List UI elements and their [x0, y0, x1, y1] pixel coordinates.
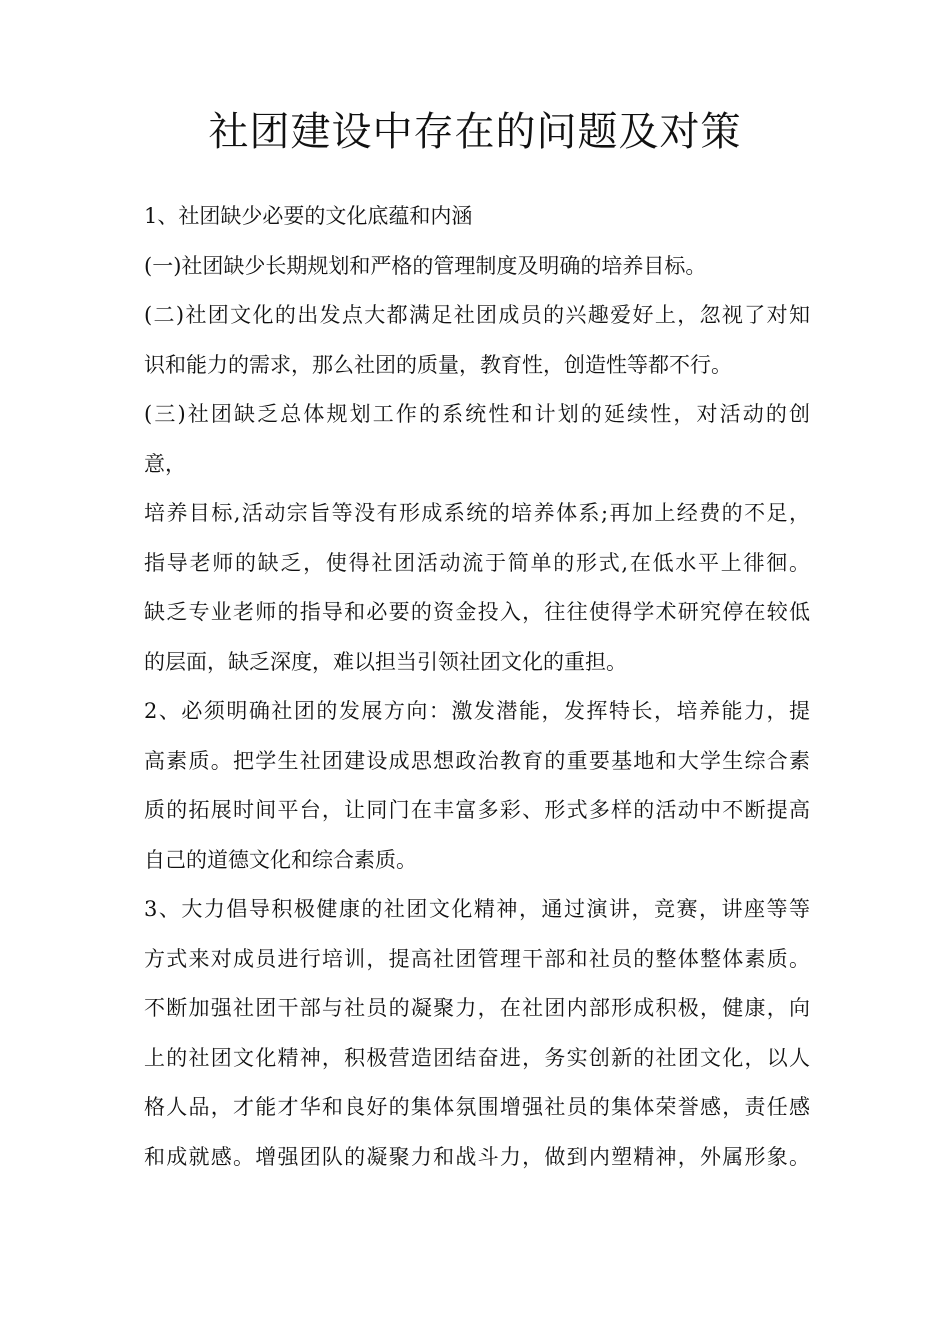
body-line: 高素质。把学生社团建设成思想政治教育的重要基地和大学生综合素 [144, 748, 810, 773]
body-line: 2、必须明确社团的发展方向：激发潜能，发挥特长，培养能力，提 [144, 699, 810, 723]
body-line: 格人品，才能才华和良好的集体氛围增强社员的集体荣誉感，责任感 [144, 1095, 810, 1119]
body-line: 质的拓展时间平台，让同门在丰富多彩、形式多样的活动中不断提高 [144, 798, 810, 822]
body-line: 上的社团文化精神，积极营造团结奋进，务实创新的社团文化，以人 [144, 1045, 810, 1070]
body-line: 不断加强社团干部与社员的凝聚力，在社团内部形成积极，健康，向 [144, 996, 810, 1020]
document-body [144, 192, 810, 1182]
body-line: 培养目标,活动宗旨等没有形成系统的培养体系;再加上经费的不足， [144, 501, 810, 525]
body-line: 指导老师的缺乏，使得社团活动流于简单的形式,在低水平上徘徊。 [144, 550, 810, 575]
body-line: 识和能力的需求，那么社团的质量，教育性，创造性等都不行。 [144, 352, 732, 377]
body-line: 意， [144, 451, 186, 476]
body-line: 缺乏专业老师的指导和必要的资金投入，往往使得学术研究停在较低 [144, 600, 810, 624]
body-line: (二)社团文化的出发点大都满足社团成员的兴趣爱好上，忽视了对知 [144, 303, 810, 327]
body-line: (一)社团缺少长期规划和严格的管理制度及明确的培养目标。 [144, 253, 707, 278]
body-line: 3、大力倡导积极健康的社团文化精神，通过演讲，竞赛，讲座等等 [144, 897, 810, 921]
body-line: 方式来对成员进行培训，提高社团管理干部和社员的整体整体素质。 [144, 946, 810, 971]
body-line: (三)社团缺乏总体规划工作的系统性和计划的延续性，对活动的创 [144, 402, 810, 426]
body-line: 1、社团缺少必要的文化底蕴和内涵 [144, 204, 473, 228]
body-line: 和成就感。增强团队的凝聚力和战斗力，做到内塑精神，外属形象。 [144, 1144, 810, 1169]
body-line: 的层面，缺乏深度，难以担当引领社团文化的重担。 [144, 649, 627, 674]
document-title: 社团建设中存在的问题及对策 [208, 109, 742, 155]
body-line: 自己的道德文化和综合素质。 [144, 847, 417, 872]
